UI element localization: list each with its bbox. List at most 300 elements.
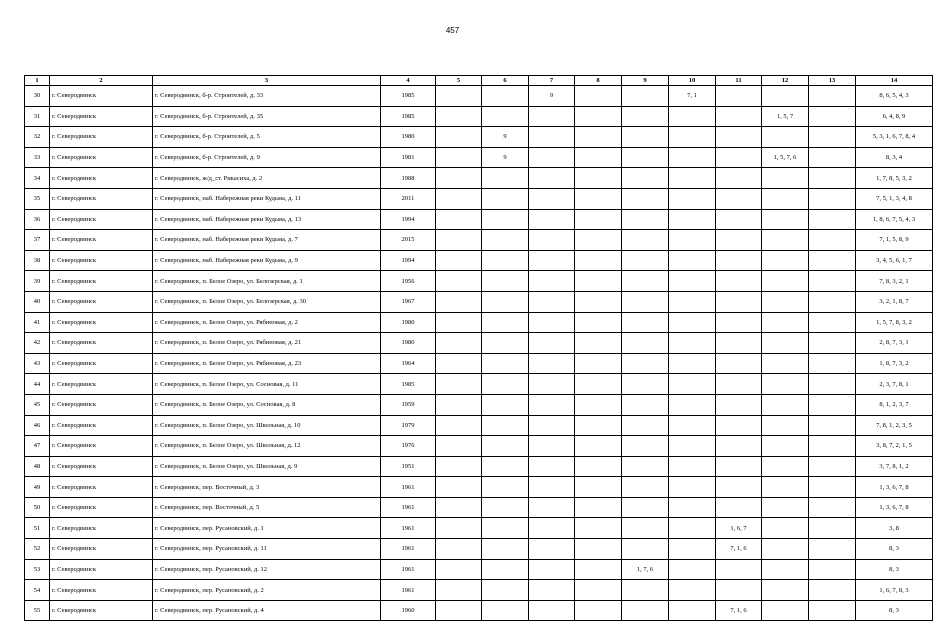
cell-col-12 (762, 436, 809, 457)
cell-col-9 (622, 436, 669, 457)
cell-col-4: 2015 (381, 230, 436, 251)
cell-col-10: 7, 1 (669, 86, 716, 107)
cell-col-7 (529, 147, 575, 168)
cell-col-6 (482, 477, 529, 498)
cell-col-8 (575, 312, 622, 333)
cell-col-2: г. Северодвинск (50, 291, 153, 312)
cell-col-1: 40 (25, 291, 50, 312)
cell-col-2: г. Северодвинск (50, 580, 153, 601)
cell-col-9 (622, 600, 669, 621)
table-row (25, 559, 933, 580)
cell-col-5 (436, 106, 482, 127)
cell-col-4: 1961 (381, 559, 436, 580)
cell-col-3: г. Северодвинск, п. Белое Озеро, ул. Школьная, д. 9 (153, 456, 381, 477)
cell-col-11 (716, 436, 762, 457)
cell-col-6 (482, 250, 529, 271)
cell-col-10 (669, 394, 716, 415)
cell-col-10 (669, 147, 716, 168)
table-row (25, 333, 933, 354)
cell-col-12 (762, 477, 809, 498)
cell-col-1: 51 (25, 518, 50, 539)
cell-col-4: 1961 (381, 477, 436, 498)
cell-col-10 (669, 188, 716, 209)
cell-col-10 (669, 353, 716, 374)
cell-col-6 (482, 168, 529, 189)
column-header-1: 1 (25, 76, 50, 86)
cell-col-1: 36 (25, 209, 50, 230)
cell-col-7 (529, 497, 575, 518)
table-row (25, 312, 933, 333)
cell-col-9 (622, 580, 669, 601)
cell-col-13 (809, 250, 856, 271)
cell-col-14: 3, 8, 7, 2, 1, 5 (856, 436, 933, 457)
cell-col-1: 43 (25, 353, 50, 374)
cell-col-6: 9 (482, 147, 529, 168)
cell-col-8 (575, 147, 622, 168)
column-header-11: 11 (716, 76, 762, 86)
cell-col-13 (809, 86, 856, 107)
cell-col-1: 45 (25, 394, 50, 415)
cell-col-2: г. Северодвинск (50, 353, 153, 374)
cell-col-14: 8, 3 (856, 539, 933, 560)
cell-col-7 (529, 209, 575, 230)
cell-col-13 (809, 333, 856, 354)
cell-col-3: г. Северодвинск, ж/д_ст. Рикасиха, д. 2 (153, 168, 381, 189)
cell-col-3: г. Северодвинск, п. Белое Озеро, ул. Школьная, д. 12 (153, 436, 381, 457)
cell-col-3: г. Северодвинск, б-р. Строителей, д. 9 (153, 147, 381, 168)
cell-col-13 (809, 291, 856, 312)
cell-col-13 (809, 436, 856, 457)
cell-col-5 (436, 600, 482, 621)
cell-col-4: 1985 (381, 86, 436, 107)
cell-col-9 (622, 209, 669, 230)
cell-col-6 (482, 106, 529, 127)
cell-col-14: 2, 3, 7, 8, 1 (856, 374, 933, 395)
cell-col-7 (529, 415, 575, 436)
cell-col-3: г. Северодвинск, пер. Восточный, д. 3 (153, 477, 381, 498)
cell-col-6 (482, 291, 529, 312)
cell-col-1: 48 (25, 456, 50, 477)
cell-col-14: 7, 8, 1, 2, 3, 5 (856, 415, 933, 436)
cell-col-13 (809, 456, 856, 477)
cell-col-1: 47 (25, 436, 50, 457)
cell-col-5 (436, 86, 482, 107)
cell-col-13 (809, 600, 856, 621)
cell-col-2: г. Северодвинск (50, 374, 153, 395)
cell-col-12 (762, 518, 809, 539)
cell-col-3: г. Северодвинск, наб. Набережная реки Кудьма, д. 13 (153, 209, 381, 230)
cell-col-14: 1, 8, 6, 7, 5, 4, 3 (856, 209, 933, 230)
cell-col-14: 1, 3, 6, 7, 8 (856, 497, 933, 518)
cell-col-3: г. Северодвинск, б-р. Строителей, д. 5 (153, 127, 381, 148)
cell-col-13 (809, 415, 856, 436)
cell-col-8 (575, 127, 622, 148)
cell-col-6 (482, 86, 529, 107)
cell-col-13 (809, 580, 856, 601)
cell-col-1: 46 (25, 415, 50, 436)
cell-col-1: 42 (25, 333, 50, 354)
cell-col-6 (482, 333, 529, 354)
cell-col-11 (716, 86, 762, 107)
table-row (25, 497, 933, 518)
cell-col-2: г. Северодвинск (50, 86, 153, 107)
cell-col-10 (669, 127, 716, 148)
cell-col-12 (762, 230, 809, 251)
cell-col-11: 1, 6, 7 (716, 518, 762, 539)
cell-col-1: 44 (25, 374, 50, 395)
cell-col-1: 49 (25, 477, 50, 498)
cell-col-2: г. Северодвинск (50, 147, 153, 168)
cell-col-7 (529, 250, 575, 271)
cell-col-14: 3, 4, 5, 6, 1, 7 (856, 250, 933, 271)
column-header-2: 2 (50, 76, 153, 86)
column-header-13: 13 (809, 76, 856, 86)
cell-col-12 (762, 333, 809, 354)
cell-col-9 (622, 188, 669, 209)
cell-col-8 (575, 518, 622, 539)
table-row (25, 456, 933, 477)
cell-col-7 (529, 600, 575, 621)
cell-col-10 (669, 106, 716, 127)
cell-col-5 (436, 147, 482, 168)
cell-col-12 (762, 291, 809, 312)
cell-col-6 (482, 188, 529, 209)
cell-col-10 (669, 415, 716, 436)
cell-col-14: 1, 5, 7, 8, 3, 2 (856, 312, 933, 333)
cell-col-8 (575, 168, 622, 189)
cell-col-12 (762, 86, 809, 107)
cell-col-13 (809, 147, 856, 168)
page-number: 457 (445, 26, 460, 35)
cell-col-10 (669, 559, 716, 580)
cell-col-5 (436, 127, 482, 148)
cell-col-10 (669, 456, 716, 477)
cell-col-4: 1961 (381, 518, 436, 539)
cell-col-9 (622, 147, 669, 168)
cell-col-13 (809, 168, 856, 189)
cell-col-12 (762, 188, 809, 209)
cell-col-12 (762, 559, 809, 580)
cell-col-12 (762, 456, 809, 477)
cell-col-6 (482, 436, 529, 457)
cell-col-7 (529, 518, 575, 539)
cell-col-5 (436, 415, 482, 436)
cell-col-7 (529, 456, 575, 477)
table-body (25, 86, 933, 621)
cell-col-5 (436, 168, 482, 189)
column-header-10: 10 (669, 76, 716, 86)
cell-col-2: г. Северодвинск (50, 539, 153, 560)
cell-col-7 (529, 106, 575, 127)
cell-col-11 (716, 230, 762, 251)
cell-col-11 (716, 497, 762, 518)
cell-col-5 (436, 291, 482, 312)
cell-col-2: г. Северодвинск (50, 312, 153, 333)
cell-col-8 (575, 415, 622, 436)
cell-col-12 (762, 497, 809, 518)
cell-col-8 (575, 271, 622, 292)
cell-col-6 (482, 539, 529, 560)
cell-col-11 (716, 127, 762, 148)
cell-col-7 (529, 271, 575, 292)
table-row (25, 271, 933, 292)
cell-col-9 (622, 312, 669, 333)
cell-col-14: 1, 8, 7, 3, 2 (856, 353, 933, 374)
cell-col-12 (762, 580, 809, 601)
cell-col-11 (716, 415, 762, 436)
cell-col-8 (575, 539, 622, 560)
cell-col-4: 1960 (381, 600, 436, 621)
cell-col-14: 8, 3 (856, 559, 933, 580)
cell-col-3: г. Северодвинск, пер. Русановский, д. 11 (153, 539, 381, 560)
cell-col-10 (669, 518, 716, 539)
cell-col-4: 1964 (381, 353, 436, 374)
cell-col-9 (622, 250, 669, 271)
cell-col-5 (436, 188, 482, 209)
cell-col-12 (762, 600, 809, 621)
cell-col-14: 3, 8 (856, 518, 933, 539)
cell-col-14: 7, 5, 1, 3, 4, 8 (856, 188, 933, 209)
cell-col-7 (529, 312, 575, 333)
table-row (25, 374, 933, 395)
cell-col-4: 1979 (381, 415, 436, 436)
cell-col-6 (482, 600, 529, 621)
cell-col-14: 8, 1, 2, 3, 7 (856, 394, 933, 415)
cell-col-7 (529, 168, 575, 189)
cell-col-10 (669, 312, 716, 333)
table-row (25, 230, 933, 251)
table-row (25, 250, 933, 271)
cell-col-5 (436, 539, 482, 560)
cell-col-8 (575, 353, 622, 374)
cell-col-12 (762, 271, 809, 292)
cell-col-4: 1967 (381, 291, 436, 312)
cell-col-13 (809, 312, 856, 333)
cell-col-12 (762, 374, 809, 395)
cell-col-9 (622, 353, 669, 374)
cell-col-5 (436, 477, 482, 498)
cell-col-12 (762, 168, 809, 189)
column-header-14: 14 (856, 76, 933, 86)
cell-col-2: г. Северодвинск (50, 477, 153, 498)
cell-col-2: г. Северодвинск (50, 436, 153, 457)
cell-col-4: 1961 (381, 580, 436, 601)
cell-col-13 (809, 230, 856, 251)
cell-col-4: 1994 (381, 250, 436, 271)
cell-col-4: 1994 (381, 209, 436, 230)
cell-col-13 (809, 271, 856, 292)
cell-col-5 (436, 333, 482, 354)
table-row (25, 188, 933, 209)
cell-col-6 (482, 209, 529, 230)
cell-col-7 (529, 539, 575, 560)
table-row (25, 518, 933, 539)
cell-col-10 (669, 333, 716, 354)
cell-col-14: 8, 6, 5, 4, 3 (856, 86, 933, 107)
cell-col-10 (669, 477, 716, 498)
cell-col-2: г. Северодвинск (50, 415, 153, 436)
cell-col-11 (716, 353, 762, 374)
table-row (25, 106, 933, 127)
cell-col-9 (622, 415, 669, 436)
cell-col-12 (762, 209, 809, 230)
cell-col-4: 1951 (381, 456, 436, 477)
table-row (25, 86, 933, 107)
cell-col-5 (436, 312, 482, 333)
cell-col-2: г. Северодвинск (50, 559, 153, 580)
cell-col-2: г. Северодвинск (50, 333, 153, 354)
cell-col-8 (575, 209, 622, 230)
cell-col-7 (529, 374, 575, 395)
cell-col-1: 31 (25, 106, 50, 127)
cell-col-11 (716, 374, 762, 395)
cell-col-2: г. Северодвинск (50, 230, 153, 251)
cell-col-3: г. Северодвинск, п. Белое Озеро, ул. Рябиновая, д. 23 (153, 353, 381, 374)
cell-col-14: 1, 3, 6, 7, 8 (856, 477, 933, 498)
cell-col-3: г. Северодвинск, пер. Восточный, д. 5 (153, 497, 381, 518)
table-row (25, 394, 933, 415)
cell-col-3: г. Северодвинск, пер. Русановский, д. 2 (153, 580, 381, 601)
cell-col-10 (669, 374, 716, 395)
cell-col-4: 2011 (381, 188, 436, 209)
cell-col-5 (436, 394, 482, 415)
cell-col-7 (529, 333, 575, 354)
cell-col-14: 7, 1, 5, 8, 9 (856, 230, 933, 251)
cell-col-1: 34 (25, 168, 50, 189)
cell-col-3: г. Северодвинск, п. Белое Озеро, ул. Сосновая, д. 11 (153, 374, 381, 395)
cell-col-12 (762, 415, 809, 436)
cell-col-5 (436, 518, 482, 539)
cell-col-11 (716, 106, 762, 127)
cell-col-7: 9 (529, 86, 575, 107)
cell-col-12 (762, 394, 809, 415)
column-header-6: 6 (482, 76, 529, 86)
cell-col-9 (622, 539, 669, 560)
cell-col-5 (436, 456, 482, 477)
cell-col-1: 35 (25, 188, 50, 209)
cell-col-6 (482, 271, 529, 292)
cell-col-9 (622, 168, 669, 189)
cell-col-8 (575, 580, 622, 601)
cell-col-9 (622, 394, 669, 415)
column-header-8: 8 (575, 76, 622, 86)
cell-col-11 (716, 250, 762, 271)
cell-col-6 (482, 580, 529, 601)
cell-col-4: 1985 (381, 374, 436, 395)
table-row (25, 209, 933, 230)
cell-col-9 (622, 86, 669, 107)
column-header-9: 9 (622, 76, 669, 86)
cell-col-4: 1981 (381, 147, 436, 168)
table-row (25, 477, 933, 498)
cell-col-8 (575, 106, 622, 127)
cell-col-8 (575, 600, 622, 621)
cell-col-14: 3, 2, 1, 8, 7 (856, 291, 933, 312)
cell-col-9 (622, 271, 669, 292)
cell-col-2: г. Северодвинск (50, 106, 153, 127)
cell-col-3: г. Северодвинск, п. Белое Озеро, ул. Рябиновая, д. 21 (153, 333, 381, 354)
table-row (25, 353, 933, 374)
cell-col-13 (809, 477, 856, 498)
cell-col-14: 2, 8, 7, 3, 1 (856, 333, 933, 354)
cell-col-12 (762, 312, 809, 333)
cell-col-3: г. Северодвинск, п. Белое Озеро, ул. Школьная, д. 10 (153, 415, 381, 436)
cell-col-1: 32 (25, 127, 50, 148)
cell-col-3: г. Северодвинск, п. Белое Озеро, ул. Белозерская, д. 1 (153, 271, 381, 292)
cell-col-10 (669, 580, 716, 601)
cell-col-2: г. Северодвинск (50, 127, 153, 148)
cell-col-3: г. Северодвинск, пер. Русановский, д. 12 (153, 559, 381, 580)
cell-col-13 (809, 518, 856, 539)
cell-col-7 (529, 353, 575, 374)
cell-col-5 (436, 250, 482, 271)
cell-col-7 (529, 580, 575, 601)
cell-col-10 (669, 230, 716, 251)
table-header (25, 76, 933, 86)
cell-col-7 (529, 436, 575, 457)
column-header-4: 4 (381, 76, 436, 86)
table-row (25, 127, 933, 148)
cell-col-1: 37 (25, 230, 50, 251)
cell-col-3: г. Северодвинск, наб. Набережная реки Кудьма, д. 11 (153, 188, 381, 209)
cell-col-8 (575, 497, 622, 518)
cell-col-10 (669, 250, 716, 271)
cell-col-8 (575, 374, 622, 395)
cell-col-11 (716, 147, 762, 168)
cell-col-3: г. Северодвинск, пер. Русановский, д. 4 (153, 600, 381, 621)
cell-col-3: г. Северодвинск, пер. Русановский, д. 1 (153, 518, 381, 539)
cell-col-14: 3, 7, 8, 1, 2 (856, 456, 933, 477)
cell-col-14: 7, 8, 3, 2, 1 (856, 271, 933, 292)
cell-col-4: 1959 (381, 394, 436, 415)
cell-col-4: 1956 (381, 271, 436, 292)
table-row (25, 600, 933, 621)
cell-col-4: 1961 (381, 539, 436, 560)
cell-col-2: г. Северодвинск (50, 394, 153, 415)
cell-col-2: г. Северодвинск (50, 271, 153, 292)
cell-col-12: 1, 5, 7, 6 (762, 147, 809, 168)
cell-col-10 (669, 600, 716, 621)
cell-col-8 (575, 559, 622, 580)
cell-col-2: г. Северодвинск (50, 209, 153, 230)
cell-col-4: 1980 (381, 333, 436, 354)
table-row (25, 168, 933, 189)
cell-col-1: 53 (25, 559, 50, 580)
cell-col-11 (716, 271, 762, 292)
cell-col-14: 1, 6, 7, 8, 3 (856, 580, 933, 601)
cell-col-5 (436, 209, 482, 230)
table-row (25, 539, 933, 560)
table-row (25, 580, 933, 601)
cell-col-13 (809, 374, 856, 395)
cell-col-2: г. Северодвинск (50, 518, 153, 539)
cell-col-10 (669, 291, 716, 312)
cell-col-1: 30 (25, 86, 50, 107)
column-header-5: 5 (436, 76, 482, 86)
cell-col-5 (436, 353, 482, 374)
cell-col-6 (482, 374, 529, 395)
cell-col-11 (716, 559, 762, 580)
cell-col-11 (716, 580, 762, 601)
cell-col-5 (436, 374, 482, 395)
buildings-table (24, 75, 933, 621)
cell-col-8 (575, 333, 622, 354)
cell-col-12 (762, 127, 809, 148)
cell-col-10 (669, 497, 716, 518)
cell-col-5 (436, 580, 482, 601)
cell-col-4: 1985 (381, 106, 436, 127)
cell-col-4: 1980 (381, 127, 436, 148)
